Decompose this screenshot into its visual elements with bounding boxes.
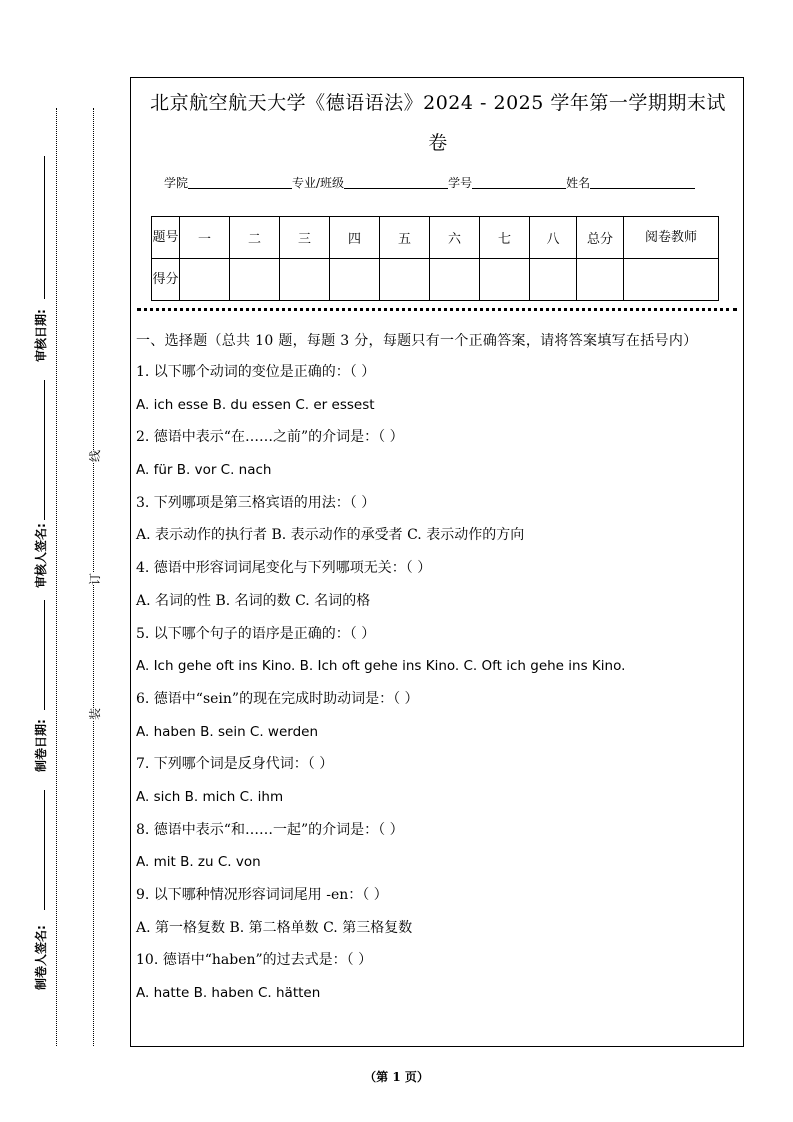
page-number: （第 1 页） (364, 1070, 429, 1084)
reviewer-sign-underline (44, 380, 45, 520)
question-4-options: A. 名词的性 B. 名词的数 C. 名词的格 (136, 592, 371, 609)
question-5: 5. 以下哪个句子的语序是正确的：（ ） (136, 625, 376, 642)
question-3: 3. 下列哪项是第三格宾语的用法：（ ） (136, 494, 376, 511)
binding-mark-line: 线 (88, 449, 102, 462)
review-date-label: 审核日期: (34, 309, 48, 362)
major-label: 专业/班级 (292, 176, 345, 190)
school-field[interactable] (188, 176, 292, 189)
column-7: 七 (480, 217, 530, 259)
score-label: 得分 (152, 259, 180, 301)
question-1: 1. 以下哪个动词的变位是正确的：（ ） (136, 364, 376, 380)
question-7: 7. 下列哪个词是反身代词：（ ） (136, 756, 334, 773)
question-5-options: A. Ich gehe oft ins Kino. B. Ich oft gehe ins Kino. C. Oft ich gehe ins Kino. (136, 658, 626, 675)
binding-line-outer (56, 108, 57, 1046)
question-6: 6. 德语中“sein”的现在完成时助动词是：（ ） (136, 690, 419, 707)
score-table (151, 216, 719, 301)
column-reviewer: 阅卷教师 (624, 217, 719, 259)
question-9: 9. 以下哪种情况形容词词尾用 -en：（ ） (136, 887, 388, 903)
major-field[interactable] (344, 176, 448, 189)
question-8-options: A. mit B. zu C. von (136, 854, 261, 871)
score-cell[interactable] (480, 259, 530, 301)
question-10-options: A. hatte B. haben C. hätten (136, 985, 321, 1002)
reviewer-sign-field (32, 523, 49, 588)
score-cell[interactable] (380, 259, 430, 301)
maker-sign-underline (44, 790, 45, 910)
score-table-header-row (152, 217, 719, 259)
score-cell[interactable] (180, 259, 230, 301)
question-6-options: A. haben B. sein C. werden (136, 723, 319, 740)
question-9-options: A. 第一格复数 B. 第二格单数 C. 第三格复数 (136, 919, 413, 936)
score-cell-reviewer[interactable] (624, 259, 719, 301)
question-2-options: A. für B. vor C. nach (136, 462, 272, 479)
student-id-field[interactable] (472, 176, 566, 189)
exam-title-continued: 卷 (428, 132, 448, 154)
question-1-options: A. ich esse B. du essen C. er essest (136, 396, 375, 413)
column-2: 二 (230, 217, 280, 259)
score-cell[interactable] (280, 259, 330, 301)
score-cell[interactable] (530, 259, 577, 301)
score-table-score-row (152, 259, 719, 301)
name-field[interactable] (590, 176, 695, 189)
name-label: 姓名 (566, 176, 591, 190)
review-date-underline (44, 156, 45, 299)
question-7-options: A. sich B. mich C. ihm (136, 788, 284, 805)
section-1-heading: 一、选择题（总共 10 题，每题 3 分，每题只有一个正确答案，请将答案填写在括号内） (136, 333, 698, 349)
make-date-label: 制卷日期: (34, 719, 48, 772)
student-id-label: 学号 (448, 176, 473, 190)
maker-sign-label: 制卷人签名: (34, 925, 48, 990)
score-cell[interactable] (230, 259, 280, 301)
student-info-row (164, 174, 695, 191)
question-8: 8. 德语中表示“和……一起”的介词是：（ ） (136, 821, 404, 838)
binding-mark-ding: 订 (88, 572, 102, 585)
score-cell[interactable] (430, 259, 480, 301)
review-date-field (32, 309, 49, 362)
score-cell[interactable] (330, 259, 380, 301)
column-4: 四 (330, 217, 380, 259)
reviewer-sign-label: 审核人签名: (34, 523, 48, 588)
dotted-separator (137, 308, 737, 311)
column-total: 总分 (577, 217, 624, 259)
column-8: 八 (530, 217, 577, 259)
question-4: 4. 德语中形容词词尾变化与下列哪项无关：（ ） (136, 560, 432, 577)
exam-title: 北京航空航天大学《德语语法》2024 - 2025 学年第一学期期末试 (150, 92, 726, 114)
column-1: 一 (180, 217, 230, 259)
question-3-options: A. 表示动作的执行者 B. 表示动作的承受者 C. 表示动作的方向 (136, 527, 525, 544)
make-date-underline (44, 600, 45, 710)
make-date-field (32, 719, 49, 772)
school-label: 学院 (164, 176, 189, 190)
binding-mark-zhuang: 装 (88, 707, 102, 720)
question-number-label: 题号 (152, 217, 180, 259)
question-10: 10. 德语中“haben”的过去式是：（ ） (136, 952, 373, 969)
column-6: 六 (430, 217, 480, 259)
column-5: 五 (380, 217, 430, 259)
column-3: 三 (280, 217, 330, 259)
exam-frame (130, 77, 744, 1047)
score-cell-total[interactable] (577, 259, 624, 301)
maker-sign-field (32, 925, 49, 990)
question-2: 2. 德语中表示“在……之前”的介词是：（ ） (136, 429, 404, 446)
section-1 (136, 331, 738, 1016)
